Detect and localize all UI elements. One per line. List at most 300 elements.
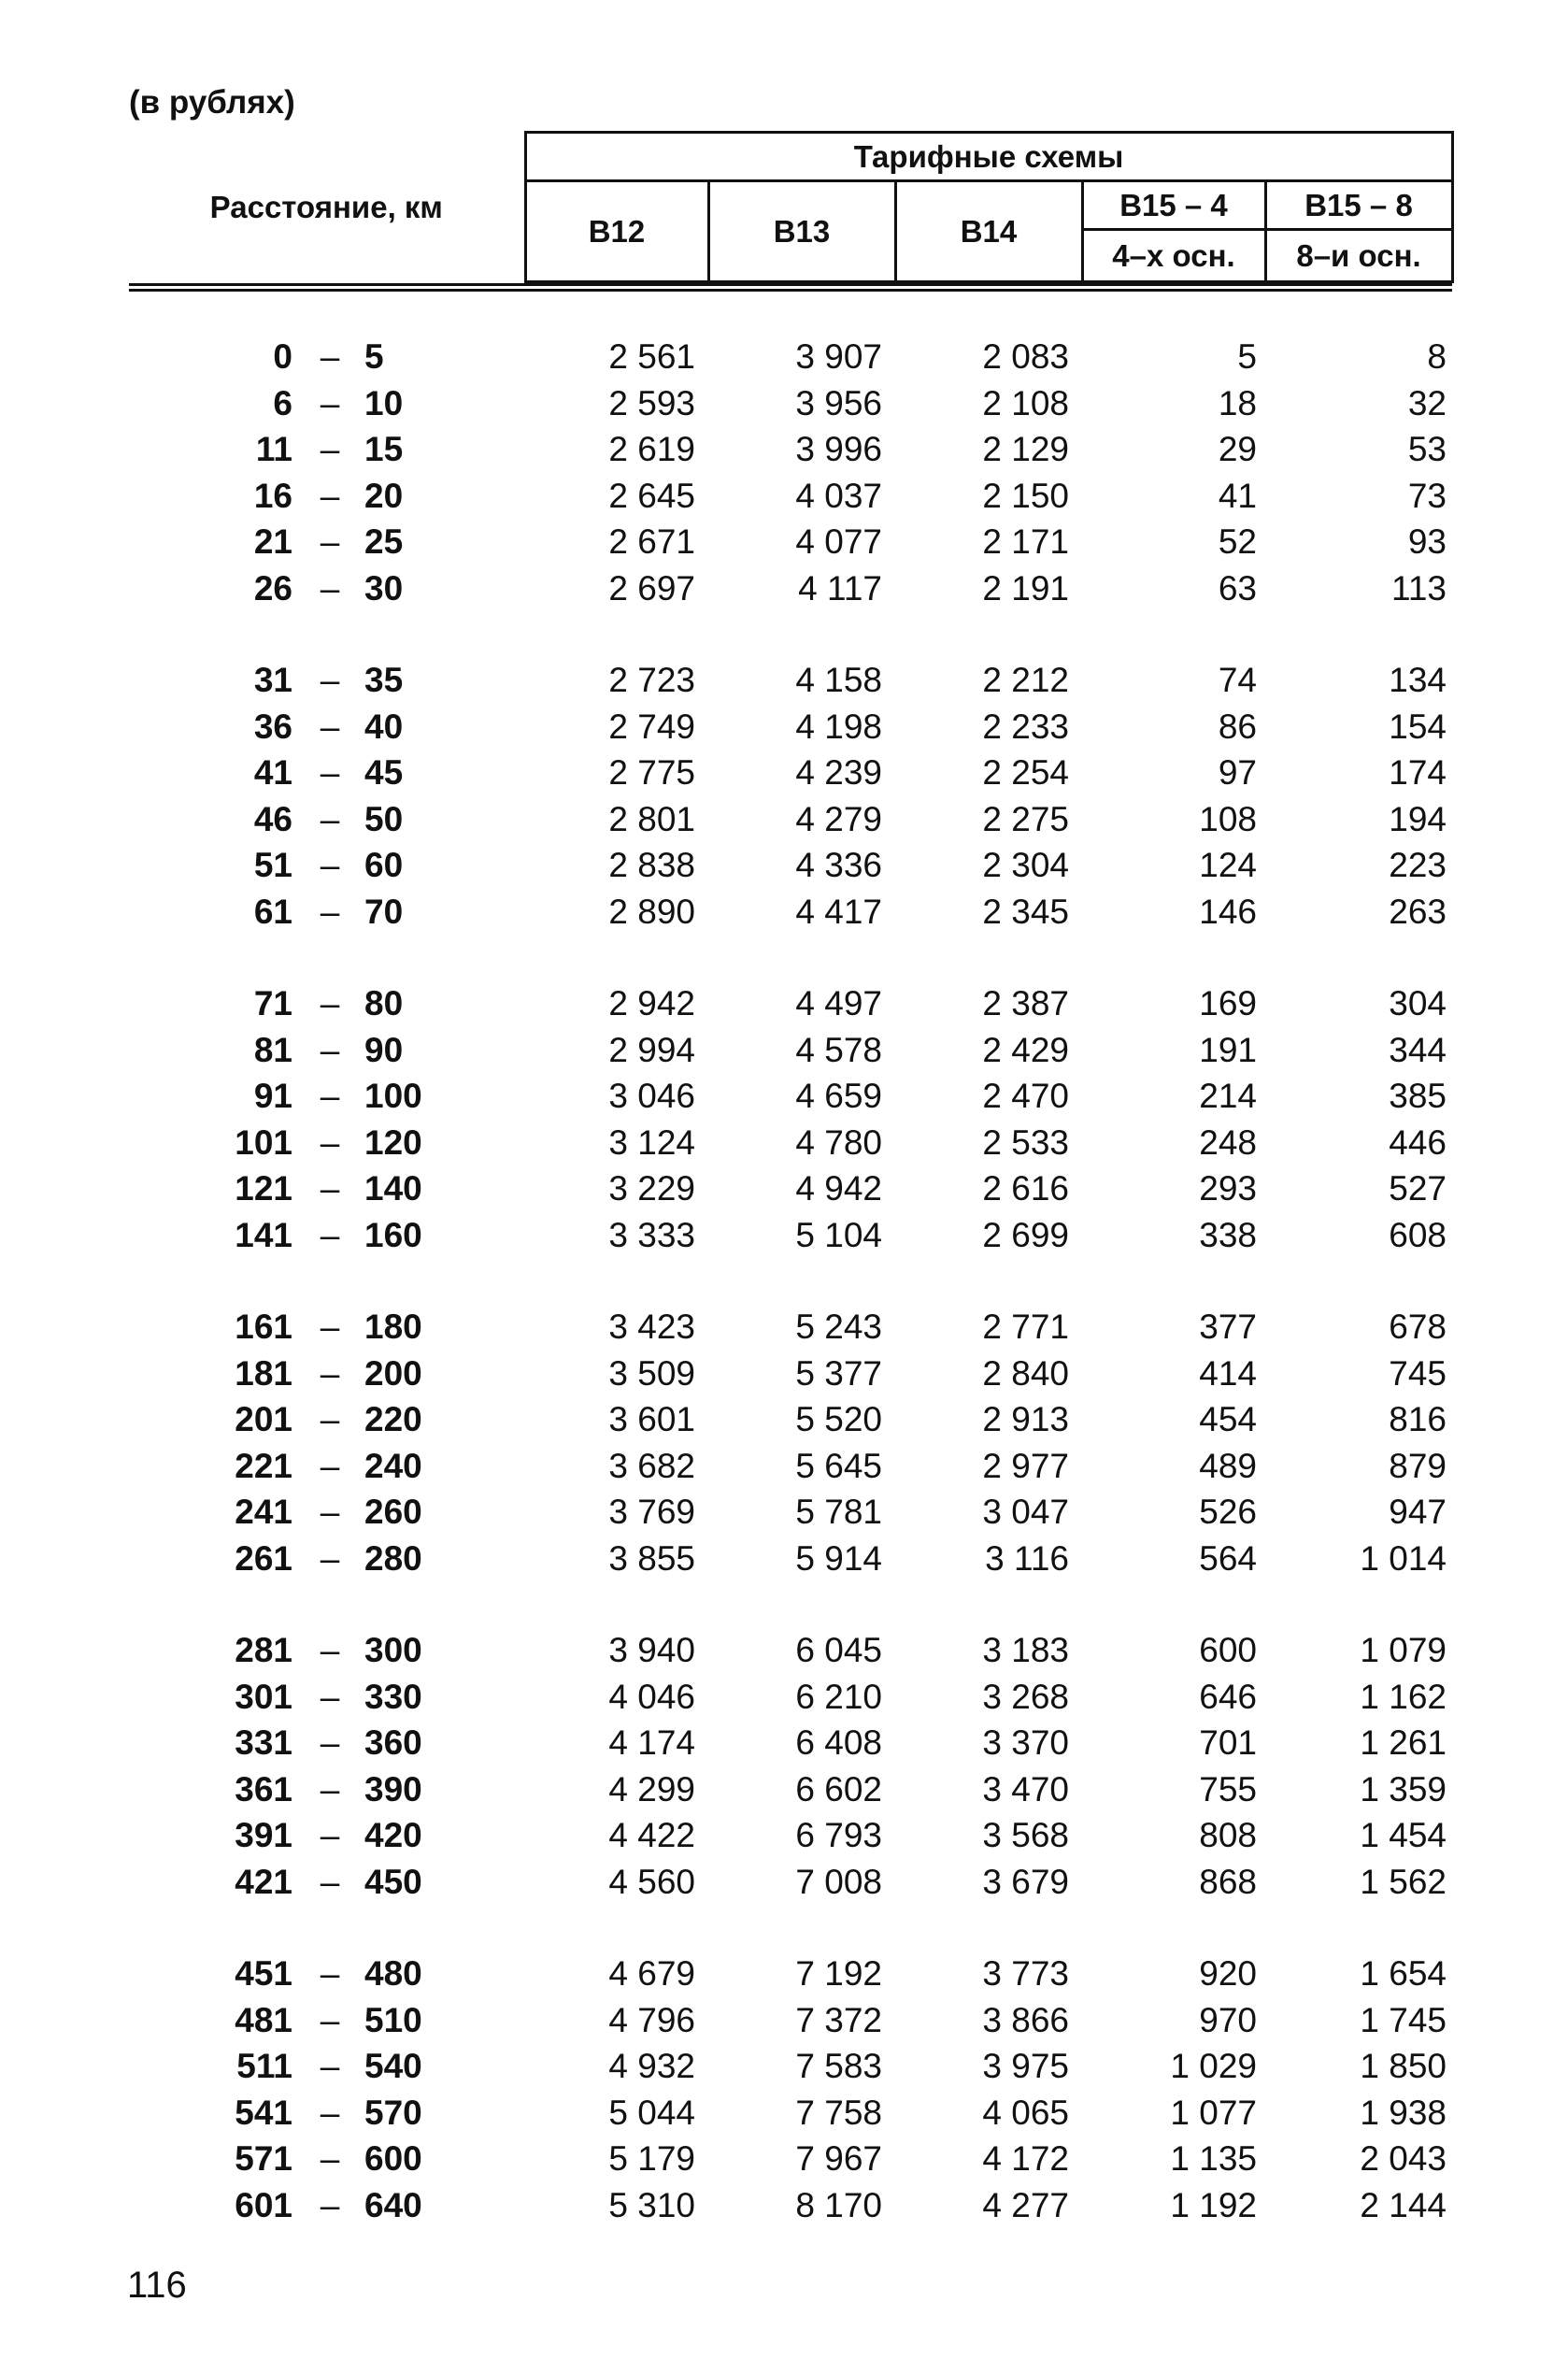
cell-b15-4: 970 bbox=[1199, 2000, 1257, 2039]
range-from: 71 bbox=[253, 984, 292, 1022]
cell-b14: 2 108 bbox=[982, 383, 1069, 422]
cell-b14: 2 913 bbox=[982, 1400, 1069, 1438]
cell-b12: 3 124 bbox=[608, 1122, 695, 1162]
cell-b13: 8 170 bbox=[795, 2185, 882, 2224]
cell-b15-8: 678 bbox=[1389, 1308, 1447, 1346]
table-row bbox=[129, 1720, 1452, 1766]
cell-b15-8: 32 bbox=[1407, 383, 1447, 422]
range-from: 361 bbox=[235, 1769, 292, 1808]
table-row bbox=[129, 1951, 1452, 1997]
cell-b15-8: 1 562 bbox=[1360, 1862, 1447, 1901]
range-from: 391 bbox=[235, 1816, 292, 1854]
cell-b15-4: 63 bbox=[1218, 568, 1257, 608]
range-dash: – bbox=[320, 1077, 340, 1115]
range-dash: – bbox=[320, 661, 340, 699]
range-to: 260 bbox=[364, 1493, 422, 1531]
cell-b13: 4 497 bbox=[795, 984, 882, 1022]
range-to: 420 bbox=[364, 1816, 422, 1854]
range-from: 46 bbox=[253, 799, 292, 838]
cell-b15-4: 755 bbox=[1199, 1769, 1257, 1808]
cell-b13: 6 210 bbox=[795, 1677, 882, 1716]
table-row bbox=[129, 1027, 1452, 1074]
cell-b15-8: 1 454 bbox=[1360, 1816, 1447, 1854]
cell-b12: 2 838 bbox=[608, 846, 695, 884]
table-row bbox=[129, 1859, 1452, 1906]
table-row bbox=[129, 1304, 1452, 1351]
cell-b15-8: 263 bbox=[1389, 892, 1447, 931]
cell-b12: 5 310 bbox=[608, 2185, 695, 2224]
cell-b13: 7 372 bbox=[795, 2000, 882, 2039]
cell-b15-8: 93 bbox=[1407, 522, 1447, 561]
cell-b15-8: 527 bbox=[1389, 1169, 1447, 1208]
cell-b15-4: 564 bbox=[1199, 1538, 1257, 1578]
range-from: 31 bbox=[253, 661, 292, 699]
cell-b12: 3 769 bbox=[608, 1493, 695, 1531]
cell-b13: 5 914 bbox=[795, 1538, 882, 1578]
range-from: 421 bbox=[235, 1862, 292, 1901]
cell-b14: 2 429 bbox=[982, 1030, 1069, 1069]
cell-b12: 4 679 bbox=[608, 1954, 695, 1993]
cell-b15-4: 248 bbox=[1199, 1122, 1257, 1162]
cell-b12: 2 561 bbox=[608, 337, 695, 376]
range-from: 601 bbox=[235, 2185, 292, 2224]
cell-b13: 7 008 bbox=[795, 1862, 882, 1901]
table-header bbox=[129, 131, 1452, 288]
cell-b15-4: 414 bbox=[1199, 1353, 1257, 1393]
cell-b15-4: 600 bbox=[1199, 1631, 1257, 1669]
range-to: 30 bbox=[364, 568, 404, 608]
range-dash: – bbox=[320, 1030, 340, 1069]
cell-b15-8: 134 bbox=[1389, 661, 1447, 699]
range-to: 100 bbox=[364, 1077, 422, 1115]
cell-b15-8: 608 bbox=[1389, 1215, 1447, 1254]
cell-b15-8: 879 bbox=[1389, 1446, 1447, 1485]
range-dash: – bbox=[320, 383, 340, 422]
cell-b14: 2 233 bbox=[982, 707, 1069, 746]
range-to: 90 bbox=[364, 1030, 404, 1069]
range-from: 11 bbox=[255, 430, 292, 468]
cell-b12: 2 593 bbox=[608, 383, 695, 422]
table-row bbox=[129, 1674, 1452, 1721]
cell-b14: 3 470 bbox=[982, 1769, 1069, 1808]
cell-b13: 7 758 bbox=[795, 2093, 882, 2132]
cell-b12: 3 940 bbox=[608, 1631, 695, 1669]
header-tariff-schemes: Тарифные схемы bbox=[525, 133, 1452, 181]
cell-b15-4: 5 bbox=[1237, 337, 1257, 376]
cell-b13: 3 907 bbox=[795, 337, 882, 376]
cell-b12: 2 994 bbox=[608, 1030, 695, 1069]
cell-b13: 4 780 bbox=[795, 1122, 882, 1162]
header-table bbox=[129, 131, 1454, 283]
cell-b15-4: 868 bbox=[1199, 1862, 1257, 1901]
cell-b15-4: 124 bbox=[1199, 846, 1257, 884]
table-row bbox=[129, 334, 1452, 380]
cell-b12: 4 046 bbox=[608, 1677, 695, 1716]
cell-b12: 3 423 bbox=[608, 1308, 695, 1346]
range-to: 50 bbox=[364, 799, 404, 838]
cell-b14: 2 304 bbox=[982, 846, 1069, 884]
cell-b15-8: 304 bbox=[1389, 984, 1447, 1022]
cell-b15-4: 1 029 bbox=[1170, 2047, 1257, 2085]
range-to: 220 bbox=[364, 1400, 422, 1438]
cell-b15-4: 146 bbox=[1199, 892, 1257, 931]
cell-b14: 2 387 bbox=[982, 984, 1069, 1022]
range-dash: – bbox=[320, 1400, 340, 1438]
cell-b13: 6 793 bbox=[795, 1816, 882, 1854]
range-from: 101 bbox=[235, 1122, 292, 1162]
table-row bbox=[129, 1073, 1452, 1120]
cell-b15-8: 2 144 bbox=[1360, 2185, 1447, 2224]
cell-b15-8: 385 bbox=[1389, 1077, 1447, 1115]
cell-b15-8: 1 745 bbox=[1360, 2000, 1447, 2039]
cell-b15-4: 1 135 bbox=[1170, 2139, 1257, 2178]
cell-b13: 4 117 bbox=[798, 568, 882, 608]
range-from: 281 bbox=[235, 1631, 292, 1669]
table-row bbox=[129, 2043, 1452, 2090]
range-to: 35 bbox=[364, 661, 404, 699]
cell-b14: 2 699 bbox=[982, 1215, 1069, 1254]
range-to: 360 bbox=[364, 1723, 422, 1762]
table-row bbox=[129, 657, 1452, 704]
cell-b12: 2 671 bbox=[608, 522, 695, 561]
cell-b15-8: 1 079 bbox=[1360, 1631, 1447, 1669]
cell-b15-4: 29 bbox=[1218, 430, 1257, 468]
range-dash: – bbox=[320, 2185, 340, 2224]
range-from: 451 bbox=[235, 1954, 292, 1993]
cell-b15-4: 52 bbox=[1218, 522, 1257, 561]
range-to: 20 bbox=[364, 476, 404, 515]
cell-b15-4: 808 bbox=[1199, 1816, 1257, 1854]
cell-b12: 5 044 bbox=[608, 2093, 695, 2132]
table-row bbox=[129, 1165, 1452, 1212]
range-to: 25 bbox=[364, 522, 404, 561]
header-b15-4: В15 – 4 bbox=[1082, 181, 1265, 230]
cell-b14: 2 150 bbox=[982, 476, 1069, 515]
cell-b13: 4 659 bbox=[795, 1077, 882, 1115]
cell-b15-8: 1 850 bbox=[1360, 2047, 1447, 2085]
cell-b12: 2 619 bbox=[608, 430, 695, 468]
table-row bbox=[129, 1351, 1452, 1397]
range-to: 160 bbox=[364, 1215, 422, 1254]
table-row bbox=[129, 1627, 1452, 1674]
cell-b15-8: 8 bbox=[1427, 337, 1447, 376]
cell-b14: 2 254 bbox=[982, 753, 1069, 792]
range-from: 0 bbox=[273, 337, 292, 376]
header-b15-8: В15 – 8 bbox=[1265, 181, 1452, 230]
range-dash: – bbox=[320, 1446, 340, 1485]
cell-b12: 4 422 bbox=[608, 1816, 695, 1854]
cell-b15-8: 1 654 bbox=[1360, 1954, 1447, 1993]
range-to: 330 bbox=[364, 1677, 422, 1716]
range-from: 16 bbox=[253, 476, 292, 515]
table-row bbox=[129, 796, 1452, 843]
range-dash: – bbox=[320, 522, 340, 561]
row-group bbox=[129, 657, 1452, 935]
range-dash: – bbox=[320, 892, 340, 931]
range-dash: – bbox=[320, 753, 340, 792]
table-row bbox=[129, 750, 1452, 796]
table-row bbox=[129, 1536, 1452, 1582]
range-to: 5 bbox=[364, 337, 384, 376]
range-from: 61 bbox=[253, 892, 292, 931]
table-row bbox=[129, 842, 1452, 889]
range-from: 161 bbox=[235, 1308, 292, 1346]
cell-b13: 6 045 bbox=[795, 1631, 882, 1669]
table-row bbox=[129, 1212, 1452, 1259]
cell-b14: 3 047 bbox=[982, 1493, 1069, 1531]
cell-b14: 2 212 bbox=[982, 661, 1069, 699]
table-row bbox=[129, 1489, 1452, 1536]
cell-b15-8: 174 bbox=[1389, 753, 1447, 792]
cell-b12: 3 333 bbox=[608, 1215, 695, 1254]
range-to: 450 bbox=[364, 1862, 422, 1901]
cell-b15-4: 377 bbox=[1199, 1308, 1257, 1346]
header-distance: Расстояние, км bbox=[129, 133, 525, 282]
cell-b14: 3 866 bbox=[982, 2000, 1069, 2039]
range-dash: – bbox=[320, 984, 340, 1022]
cell-b15-4: 526 bbox=[1199, 1493, 1257, 1531]
header-b14: В14 bbox=[895, 181, 1082, 282]
cell-b13: 4 578 bbox=[795, 1030, 882, 1069]
cell-b15-8: 53 bbox=[1407, 430, 1447, 468]
header-b15-8-axles: 8–и осн. bbox=[1265, 230, 1452, 282]
range-dash: – bbox=[320, 1538, 340, 1578]
range-dash: – bbox=[320, 1677, 340, 1716]
range-dash: – bbox=[320, 799, 340, 838]
range-dash: – bbox=[320, 1954, 340, 1993]
range-dash: – bbox=[320, 1631, 340, 1669]
cell-b14: 3 370 bbox=[982, 1723, 1069, 1762]
cell-b14: 4 277 bbox=[982, 2185, 1069, 2224]
range-to: 510 bbox=[364, 2000, 422, 2039]
cell-b13: 5 243 bbox=[795, 1308, 882, 1346]
cell-b13: 5 645 bbox=[795, 1446, 882, 1485]
cell-b12: 2 775 bbox=[608, 753, 695, 792]
range-from: 91 bbox=[253, 1077, 292, 1115]
cell-b12: 2 749 bbox=[608, 707, 695, 746]
cell-b12: 4 560 bbox=[608, 1862, 695, 1901]
cell-b15-8: 745 bbox=[1389, 1353, 1447, 1393]
units-note: (в рублях) bbox=[129, 84, 295, 121]
table-row bbox=[129, 565, 1452, 612]
range-to: 80 bbox=[364, 984, 404, 1022]
cell-b12: 3 682 bbox=[608, 1446, 695, 1485]
page-number: 116 bbox=[127, 2265, 187, 2306]
range-to: 40 bbox=[364, 707, 404, 746]
cell-b13: 3 996 bbox=[795, 430, 882, 468]
cell-b13: 4 336 bbox=[795, 846, 882, 884]
header-double-rule bbox=[129, 283, 1452, 292]
cell-b15-8: 2 043 bbox=[1360, 2139, 1447, 2178]
range-from: 141 bbox=[235, 1215, 292, 1254]
range-from: 21 bbox=[253, 522, 292, 561]
cell-b12: 4 796 bbox=[608, 2000, 695, 2039]
cell-b12: 3 229 bbox=[608, 1169, 695, 1208]
table-row bbox=[129, 1812, 1452, 1859]
range-dash: – bbox=[320, 430, 340, 468]
cell-b14: 2 171 bbox=[982, 522, 1069, 561]
cell-b15-4: 338 bbox=[1199, 1215, 1257, 1254]
cell-b15-8: 223 bbox=[1389, 846, 1447, 884]
table-row bbox=[129, 2182, 1452, 2229]
cell-b13: 4 239 bbox=[795, 753, 882, 792]
cell-b15-8: 344 bbox=[1389, 1030, 1447, 1069]
table-row bbox=[129, 519, 1452, 565]
range-dash: – bbox=[320, 2139, 340, 2178]
range-from: 541 bbox=[235, 2093, 292, 2132]
range-from: 481 bbox=[235, 2000, 292, 2039]
cell-b14: 2 129 bbox=[982, 430, 1069, 468]
cell-b15-8: 113 bbox=[1391, 568, 1447, 608]
cell-b13: 3 956 bbox=[795, 383, 882, 422]
cell-b13: 4 158 bbox=[795, 661, 882, 699]
cell-b14: 4 172 bbox=[982, 2139, 1069, 2178]
cell-b15-4: 489 bbox=[1199, 1446, 1257, 1485]
range-to: 390 bbox=[364, 1769, 422, 1808]
cell-b15-8: 194 bbox=[1389, 799, 1447, 838]
table-row bbox=[129, 426, 1452, 473]
cell-b12: 3 601 bbox=[608, 1400, 695, 1438]
cell-b13: 7 192 bbox=[795, 1954, 882, 1993]
cell-b13: 4 077 bbox=[795, 522, 882, 561]
cell-b12: 3 509 bbox=[608, 1353, 695, 1393]
range-to: 120 bbox=[364, 1122, 422, 1162]
range-dash: – bbox=[320, 707, 340, 746]
range-to: 640 bbox=[364, 2185, 422, 2224]
cell-b14: 3 679 bbox=[982, 1862, 1069, 1901]
range-to: 70 bbox=[364, 892, 404, 931]
cell-b12: 5 179 bbox=[608, 2139, 695, 2178]
cell-b14: 2 533 bbox=[982, 1122, 1069, 1162]
range-to: 570 bbox=[364, 2093, 422, 2132]
range-to: 300 bbox=[364, 1631, 422, 1669]
range-to: 240 bbox=[364, 1446, 422, 1485]
cell-b13: 5 377 bbox=[795, 1353, 882, 1393]
row-group bbox=[129, 1951, 1452, 2228]
row-group bbox=[129, 1304, 1452, 1581]
range-dash: – bbox=[320, 1308, 340, 1346]
range-from: 41 bbox=[253, 753, 292, 792]
cell-b14: 2 275 bbox=[982, 799, 1069, 838]
range-to: 200 bbox=[364, 1353, 422, 1393]
range-to: 180 bbox=[364, 1308, 422, 1346]
range-from: 36 bbox=[253, 707, 292, 746]
cell-b15-8: 947 bbox=[1389, 1493, 1447, 1531]
cell-b13: 5 104 bbox=[795, 1215, 882, 1254]
cell-b14: 3 116 bbox=[985, 1538, 1069, 1578]
cell-b12: 3 855 bbox=[608, 1538, 695, 1578]
range-to: 10 bbox=[364, 383, 404, 422]
cell-b12: 2 645 bbox=[608, 476, 695, 515]
table-row bbox=[129, 1396, 1452, 1443]
cell-b15-8: 73 bbox=[1407, 476, 1447, 515]
cell-b13: 6 408 bbox=[795, 1723, 882, 1762]
cell-b14: 2 977 bbox=[982, 1446, 1069, 1485]
range-dash: – bbox=[320, 1862, 340, 1901]
table-row bbox=[129, 380, 1452, 427]
range-dash: – bbox=[320, 1353, 340, 1393]
cell-b14: 2 083 bbox=[982, 337, 1069, 376]
range-dash: – bbox=[320, 2047, 340, 2085]
cell-b14: 3 773 bbox=[982, 1954, 1069, 1993]
table-row bbox=[129, 704, 1452, 750]
range-dash: – bbox=[320, 1816, 340, 1854]
cell-b15-4: 920 bbox=[1199, 1954, 1257, 1993]
row-group bbox=[129, 1627, 1452, 1905]
cell-b15-4: 108 bbox=[1199, 799, 1257, 838]
range-dash: – bbox=[320, 1723, 340, 1762]
table-row bbox=[129, 2090, 1452, 2137]
cell-b13: 4 279 bbox=[795, 799, 882, 838]
cell-b15-4: 41 bbox=[1218, 476, 1257, 515]
cell-b15-4: 18 bbox=[1218, 383, 1257, 422]
cell-b15-4: 701 bbox=[1199, 1723, 1257, 1762]
range-dash: – bbox=[320, 1122, 340, 1162]
cell-b14: 2 191 bbox=[982, 568, 1069, 608]
cell-b12: 3 046 bbox=[608, 1077, 695, 1115]
table-row bbox=[129, 1766, 1452, 1813]
cell-b15-8: 1 014 bbox=[1360, 1538, 1447, 1578]
range-dash: – bbox=[320, 1215, 340, 1254]
range-from: 26 bbox=[253, 568, 292, 608]
range-from: 221 bbox=[235, 1446, 292, 1485]
cell-b12: 4 174 bbox=[608, 1723, 695, 1762]
range-dash: – bbox=[320, 1169, 340, 1208]
cell-b13: 4 037 bbox=[795, 476, 882, 515]
cell-b15-8: 816 bbox=[1389, 1400, 1447, 1438]
range-to: 140 bbox=[364, 1169, 422, 1208]
range-dash: – bbox=[320, 1493, 340, 1531]
cell-b15-4: 169 bbox=[1199, 984, 1257, 1022]
cell-b12: 4 932 bbox=[608, 2047, 695, 2085]
cell-b12: 4 299 bbox=[608, 1769, 695, 1808]
cell-b15-8: 154 bbox=[1389, 707, 1447, 746]
cell-b13: 6 602 bbox=[795, 1769, 882, 1808]
cell-b15-4: 97 bbox=[1218, 753, 1257, 792]
cell-b13: 4 942 bbox=[795, 1169, 882, 1208]
range-to: 45 bbox=[364, 753, 404, 792]
cell-b14: 3 268 bbox=[982, 1677, 1069, 1716]
cell-b13: 7 967 bbox=[795, 2139, 882, 2178]
cell-b12: 2 723 bbox=[608, 661, 695, 699]
cell-b15-4: 293 bbox=[1199, 1169, 1257, 1208]
table-row bbox=[129, 473, 1452, 520]
cell-b15-8: 1 938 bbox=[1360, 2093, 1447, 2132]
cell-b15-8: 446 bbox=[1389, 1122, 1447, 1162]
range-to: 280 bbox=[364, 1538, 422, 1578]
cell-b15-8: 1 261 bbox=[1360, 1723, 1447, 1762]
cell-b13: 4 417 bbox=[795, 892, 882, 931]
cell-b14: 4 065 bbox=[982, 2093, 1069, 2132]
cell-b14: 3 183 bbox=[982, 1631, 1069, 1669]
cell-b15-4: 191 bbox=[1199, 1030, 1257, 1069]
range-from: 241 bbox=[235, 1493, 292, 1531]
range-from: 511 bbox=[236, 2047, 292, 2085]
cell-b14: 2 840 bbox=[982, 1353, 1069, 1393]
range-to: 540 bbox=[364, 2047, 422, 2085]
range-from: 51 bbox=[253, 846, 292, 884]
range-dash: – bbox=[320, 568, 340, 608]
table-row bbox=[129, 980, 1452, 1027]
cell-b15-4: 86 bbox=[1218, 707, 1257, 746]
cell-b15-4: 1 192 bbox=[1170, 2185, 1257, 2224]
cell-b15-4: 1 077 bbox=[1170, 2093, 1257, 2132]
range-from: 81 bbox=[253, 1030, 292, 1069]
header-b15-4-axles: 4–х осн. bbox=[1082, 230, 1265, 282]
cell-b13: 7 583 bbox=[795, 2047, 882, 2085]
range-from: 181 bbox=[235, 1353, 292, 1393]
range-from: 201 bbox=[235, 1400, 292, 1438]
